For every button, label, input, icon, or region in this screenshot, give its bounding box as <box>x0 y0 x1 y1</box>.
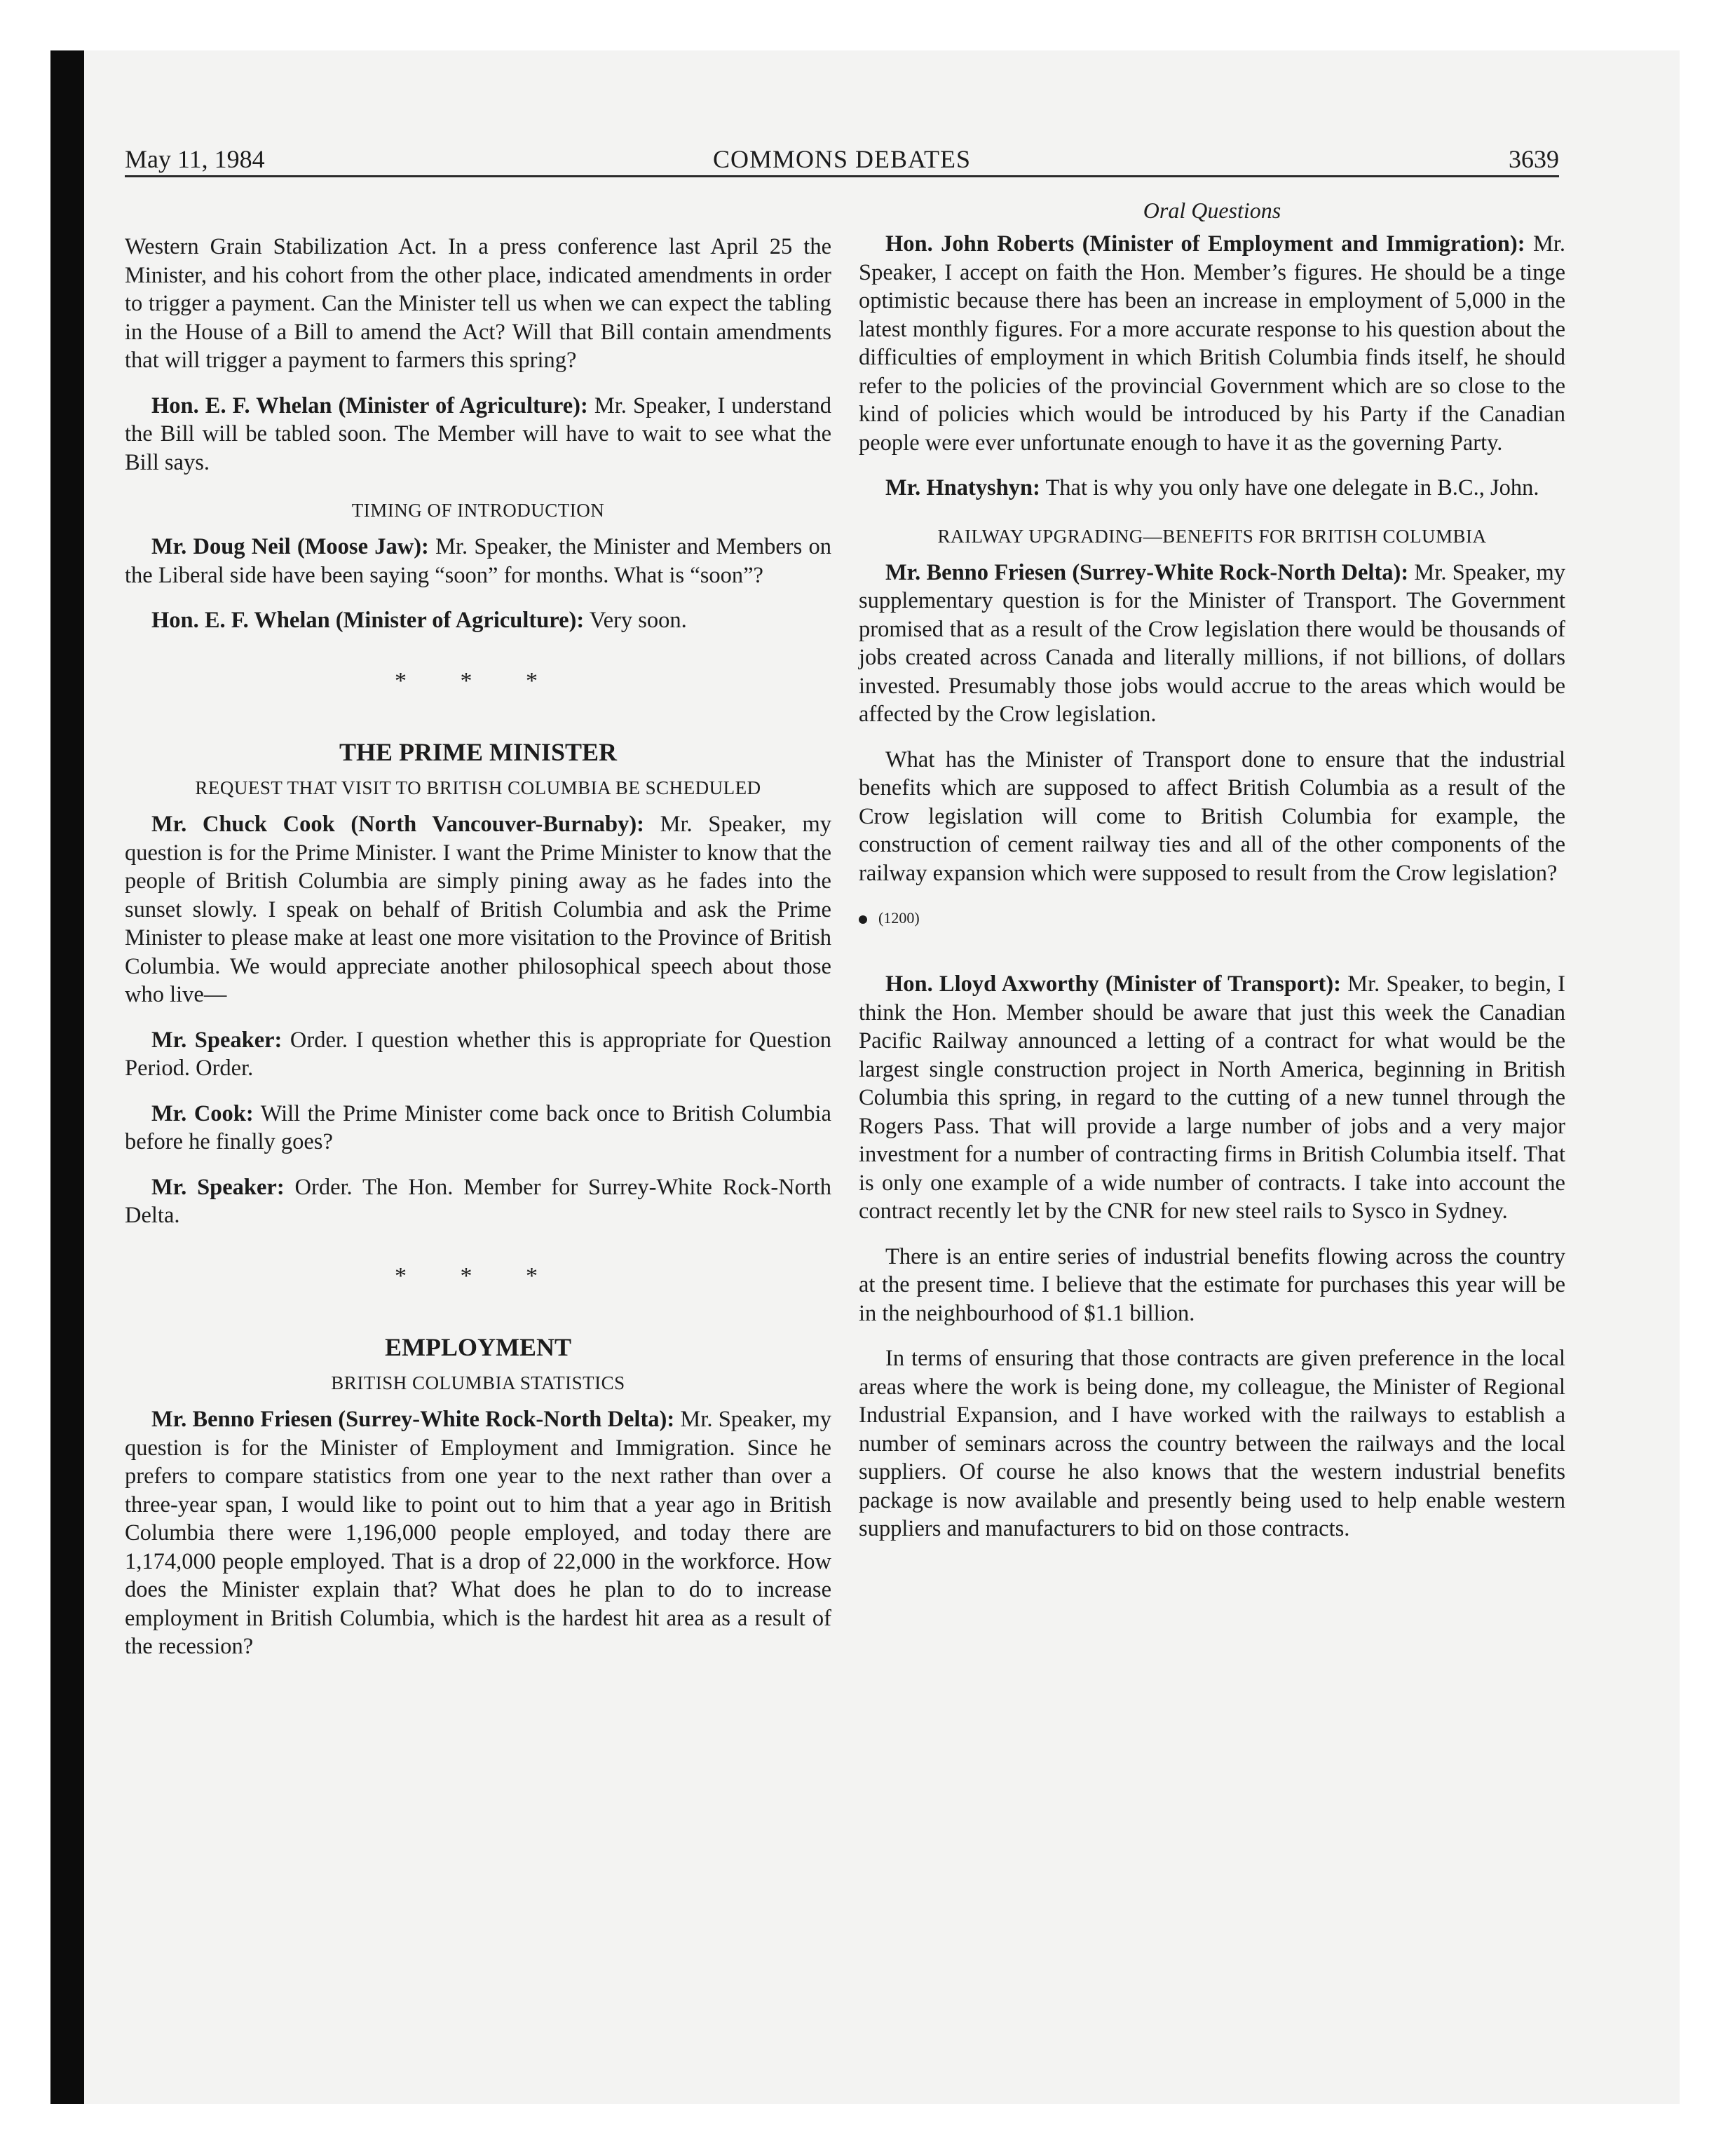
speaker-name: Hon. John Roberts (Minister of Employment and Immigration): <box>885 231 1525 257</box>
right-column <box>859 196 1565 1560</box>
speech-text: Order. The Hon. Member for Surrey-White Rock-North Delta. <box>125 1174 831 1228</box>
subheading: BRITISH COLUMBIA STATISTICS <box>331 1372 625 1393</box>
bullet-icon <box>859 915 867 924</box>
binding-edge <box>50 50 84 2104</box>
paragraph <box>125 533 831 589</box>
paragraph <box>859 474 1565 503</box>
section-heading: EMPLOYMENT <box>385 1333 571 1361</box>
paragraph: In terms of ensuring that those contracts are given preference in the local areas where the work is being done, my colleague, the Minister of Regional Industrial Expansion, and I have worked with the railways to establish a number of seminars across the country between the railways and the local suppliers. Of course he also knows that the western industrial benefits package is now available and presently being used to help enable western suppliers and manufacturers to bid on those contracts. <box>859 1346 1565 1541</box>
speech-text: Mr. Speaker, my question is for the Minister of Employment and Immigration. Since he prefers to compare statistics from one year to the next rather than over a three-year span, I would like to point out to him that a year ago in British Columbia there were 1,196,000 people employed, and today there are 1,174,000 people employed. That is a drop of 22,000 in the workforce. How does the Minister explain that? What does he plan to do to increase employment in British Columbia, which is the hardest hit area as a result of the recession? <box>125 1407 831 1659</box>
speaker-name: Mr. Cook: <box>151 1100 254 1126</box>
speaker-name: Mr. Speaker: <box>151 1027 283 1053</box>
speaker-name: Mr. Benno Friesen (Surrey-White Rock-North Delta): <box>885 559 1409 585</box>
paragraph <box>859 559 1565 729</box>
speaker-name: Hon. E. F. Whelan (Minister of Agriculture): <box>151 393 588 418</box>
speech-text: Mr. Speaker, I understand the Bill will be tabled soon. The Member will have to wait to see what the Bill says. <box>125 393 831 475</box>
subheading: REQUEST THAT VISIT TO BRITISH COLUMBIA BE SCHEDULED <box>195 777 761 798</box>
speaker-name: Mr. Hnatyshyn: <box>885 475 1040 500</box>
speech-text: Mr. Speaker, my question is for the Prime Minister. I want the Prime Minister to know that the people of British Columbia are simply pining away as he fades into the sunset slowly. I speak on behalf of British Columbia and ask the Prime Minister to please make at least one more visitation to the Province of British Columbia. We would appreciate another philosophical speech about those who live— <box>125 812 831 1007</box>
speech-text: Mr. Speaker, the Minister and Members on the Liberal side have been saying “soon” for months. What is “soon”? <box>125 534 831 588</box>
speech-text: Order. I question whether this is appropriate for Question Period. Order. <box>125 1027 831 1081</box>
running-header <box>125 142 1559 176</box>
paragraph <box>125 606 831 635</box>
header-page-number: 3639 <box>1509 145 1559 173</box>
paragraph <box>859 970 1565 1226</box>
speaker-name: Mr. Chuck Cook (North Vancouver-Burnaby): <box>151 812 644 837</box>
speaker-name: Mr. Benno Friesen (Surrey-White Rock-North Delta): <box>151 1407 675 1432</box>
section-break: * * * <box>395 1262 562 1289</box>
time-marker-text: (1200) <box>878 909 920 927</box>
paragraph <box>125 1405 831 1661</box>
time-marker <box>859 904 1565 932</box>
paragraph <box>125 1173 831 1230</box>
speaker-name: Hon. E. F. Whelan (Minister of Agriculture): <box>151 608 585 633</box>
paragraph <box>125 810 831 1009</box>
header-rule <box>125 175 1559 177</box>
paragraph <box>125 392 831 477</box>
speech-text: Will the Prime Minister come back once to British Columbia before he finally goes? <box>125 1100 831 1154</box>
speaker-name: Mr. Speaker: <box>151 1174 285 1200</box>
speech-text: Mr. Speaker, to begin, I think the Hon. Member should be aware that just this week the Canadian Pacific Railway announced a letting of a contract for what would be the largest single construction project in North America, beginning in British Columbia this spring, in regard to the cutting of a new tunnel through the Rogers Pass. That will provide a large number of jobs and a very major investment for a number of contracting firms in British Columbia itself. That is only one example of a wide number of contracts. I take into account the contract recently let by the CNR for new steel rails to Sysco in Sydney. <box>859 971 1566 1224</box>
paragraph: There is an entire series of industrial benefits flowing across the country at the present time. I believe that the estimate for purchases this year will be in the neighbourhood of $1.1 billion. <box>859 1243 1565 1326</box>
paragraph: Western Grain Stabilization Act. In a press conference last April 25 the Minister, and his cohort from the other place, indicated amendments in order to trigger a payment. Can the Minister tell us when we can expect the tabling in the House of a Bill to amend the Act? Will that Bill contain amendments that will trigger a payment to farmers this spring? <box>125 234 831 373</box>
speech-text: That is why you only have one delegate in B.C., John. <box>1040 475 1539 500</box>
paragraph <box>859 230 1565 457</box>
speech-text: Very soon. <box>584 608 687 633</box>
paragraph <box>125 1026 831 1083</box>
speech-text: Mr. Speaker, my supplementary question is for the Minister of Transport. The Government promised that as a result of the Crow legislation there would be thousands of jobs created across Canada and literally millions, if not billions, of dollars invested. Presumably those jobs would accrue to the areas which would be affected by the Crow legislation. <box>859 559 1565 727</box>
header-date: May 11, 1984 <box>125 145 265 173</box>
subheading: RAILWAY UPGRADING—BENEFITS FOR BRITISH COLUMBIA <box>937 525 1487 547</box>
paragraph <box>125 1100 831 1157</box>
header-publication: COMMONS DEBATES <box>712 145 972 173</box>
section-heading: THE PRIME MINISTER <box>339 738 618 766</box>
speaker-name: Hon. Lloyd Axworthy (Minister of Transport): <box>885 971 1341 997</box>
section-label: Oral Questions <box>1143 198 1281 223</box>
paragraph: What has the Minister of Transport done to ensure that the industrial benefits which are supposed to affect British Columbia as a result of the Crow legislation will come to British Columbia for example, the construction of cement railway ties and all of the other components of the railway expansion which were supposed to result from the Crow legislation? <box>859 746 1565 886</box>
subheading: TIMING OF INTRODUCTION <box>351 500 605 521</box>
speech-text: Mr. Speaker, I accept on faith the Hon. Member’s figures. He should be a tinge optimistic because there has been an increase in employment of 5,000 in the latest monthly figures. For a more accurate response to his question about the difficulties of employment in which British Columbia finds itself, he should refer to the policies of the provincial Government which are so close to the kind of policies which would be introduced by his Party if the Canadian people were ever unfortunate enough to have it as the governing Party. <box>859 231 1565 456</box>
left-column <box>125 233 831 1678</box>
speaker-name: Mr. Doug Neil (Moose Jaw): <box>151 534 429 559</box>
section-break: * * * <box>395 667 562 694</box>
